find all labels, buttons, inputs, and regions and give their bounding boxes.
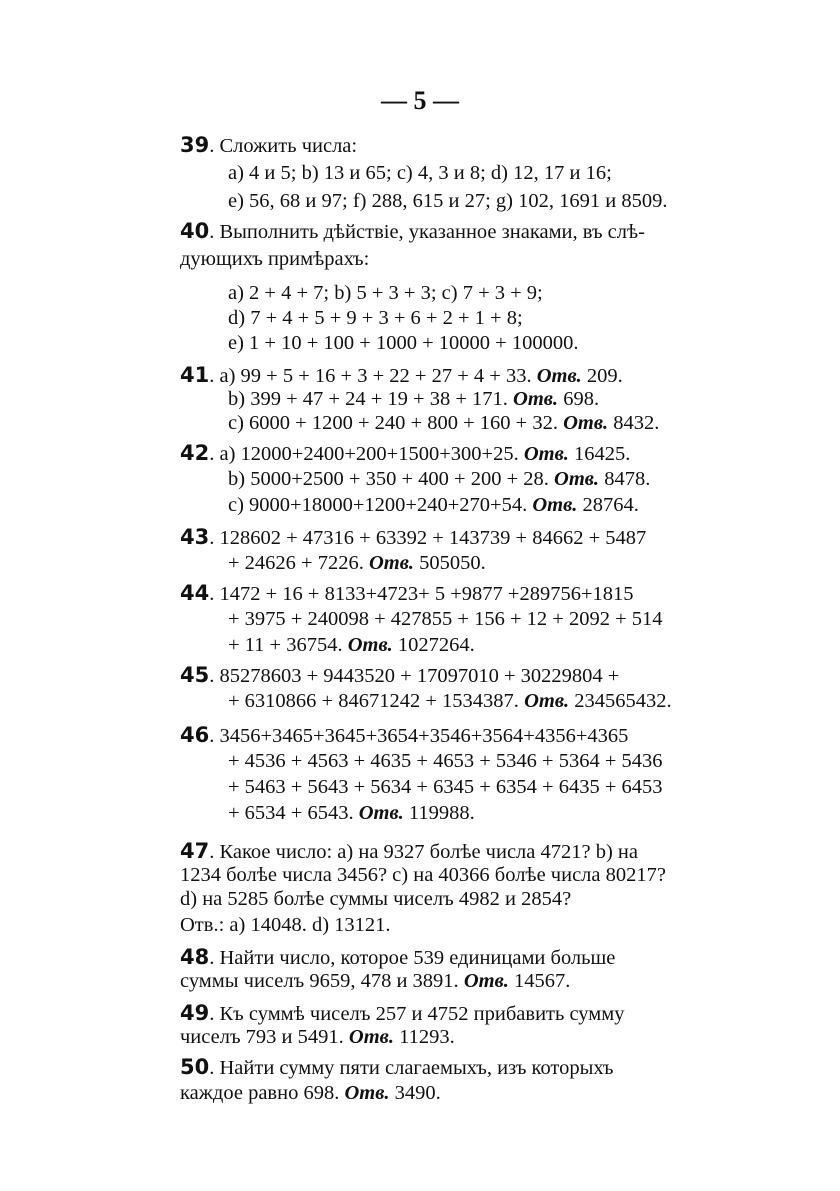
problem-46-line-4: + 6534 + 6543. Отв. 119988. — [228, 802, 475, 824]
problem-48-line-2: суммы чиселъ 9659, 478 и 3891. Отв. 14567. — [180, 970, 571, 992]
problem-49-line-2: чиселъ 793 и 5491. Отв. 11293. — [180, 1026, 455, 1048]
problem-number: 48 — [180, 945, 210, 969]
problem-44-line-3: + 11 + 36754. Отв. 1027264. — [228, 634, 475, 656]
problem-number: 49 — [180, 1001, 210, 1025]
problem-41-line-3: с) 6000 + 1200 + 240 + 800 + 160 + 32. Отв. 8432. — [228, 412, 660, 434]
problem-39-line-3: е) 56, 68 и 97; f) 288, 615 и 27; g) 102, 1691 и 8509. — [228, 190, 668, 212]
page-number: — 5 — — [381, 86, 459, 115]
problem-48-line-1: 48. Найти число, которое 539 единицами больше — [180, 945, 616, 969]
problem-47-line-2: 1234 болѣе числа 3456? с) на 40366 болѣе числа 80217? — [180, 864, 666, 886]
problem-42-line-2: b) 5000+2500 + 350 + 400 + 200 + 28. Отв. 8478. — [228, 468, 651, 490]
problem-40-line-1: 40. Выполнить дѣйствіе, указанное знаками, въ слѣ- — [180, 219, 645, 243]
problem-number: 39 — [180, 133, 210, 157]
problem-46-line-2: + 4536 + 4563 + 4635 + 4653 + 5346 + 5364 + 5436 — [228, 750, 663, 772]
problem-49-line-1: 49. Къ суммѣ чиселъ 257 и 4752 прибавить сумму — [180, 1001, 625, 1025]
problem-47-line-4: Отв.: а) 14048. d) 13121. — [180, 914, 391, 936]
problem-39-line-2: а) 4 и 5; b) 13 и 65; с) 4, 3 и 8; d) 12, 17 и 16; — [228, 162, 612, 184]
problem-43-line-2: + 24626 + 7226. Отв. 505050. — [228, 552, 486, 574]
problem-number: 46 — [180, 723, 210, 747]
problem-44-line-1: 44. 1472 + 16 + 8133+4723+ 5 +9877 +289756+1815 — [180, 581, 634, 605]
problem-47-line-1: 47. Какое число: а) на 9327 болѣе числа 4721? b) на — [180, 839, 639, 863]
problem-39-line-1: 39. Сложить числа: — [180, 133, 358, 157]
problem-40-line-2: дующихъ примѣрахъ: — [180, 248, 370, 270]
problem-40-line-4: d) 7 + 4 + 5 + 9 + 3 + 6 + 2 + 1 + 8; — [228, 307, 523, 329]
problem-number: 47 — [180, 839, 210, 863]
problem-42-line-3: с) 9000+18000+1200+240+270+54. Отв. 28764. — [228, 494, 639, 516]
problem-50-line-1: 50. Найти сумму пяти слагаемыхъ, изъ которыхъ — [180, 1055, 614, 1079]
problem-41-line-1: 41. а) 99 + 5 + 16 + 3 + 22 + 27 + 4 + 33. Отв. 209. — [180, 363, 623, 387]
problem-number: 50 — [180, 1055, 210, 1079]
problem-40-line-3: а) 2 + 4 + 7; b) 5 + 3 + 3; с) 7 + 3 + 9; — [228, 282, 543, 304]
problem-number: 40 — [180, 219, 210, 243]
problem-42-line-1: 42. а) 12000+2400+200+1500+300+25. Отв. 16425. — [180, 441, 631, 465]
problem-number: 43 — [180, 525, 210, 549]
problem-50-line-2: каждое равно 698. Отв. 3490. — [180, 1082, 441, 1104]
problem-46-line-3: + 5463 + 5643 + 5634 + 6345 + 6354 + 6435 + 6453 — [228, 776, 663, 798]
problem-41-line-2: b) 399 + 47 + 24 + 19 + 38 + 171. Отв. 698. — [228, 388, 600, 410]
problem-number: 45 — [180, 663, 210, 687]
problem-number: 41 — [180, 363, 210, 387]
problem-number: 42 — [180, 441, 210, 465]
problem-number: 44 — [180, 581, 210, 605]
problem-45-line-1: 45. 85278603 + 9443520 + 17097010 + 30229804 + — [180, 663, 620, 687]
problem-45-line-2: + 6310866 + 84671242 + 1534387. Отв. 234565432. — [228, 690, 672, 712]
problem-47-line-3: d) на 5285 болѣе суммы чиселъ 4982 и 2854? — [180, 888, 572, 910]
problem-40-line-5: е) 1 + 10 + 100 + 1000 + 10000 + 100000. — [228, 332, 579, 354]
problem-46-line-1: 46. 3456+3465+3645+3654+3546+3564+4356+4365 — [180, 723, 629, 747]
problem-44-line-2: + 3975 + 240098 + 427855 + 156 + 12 + 2092 + 514 — [228, 608, 663, 630]
problem-43-line-1: 43. 128602 + 47316 + 63392 + 143739 + 84662 + 5487 — [180, 525, 647, 549]
